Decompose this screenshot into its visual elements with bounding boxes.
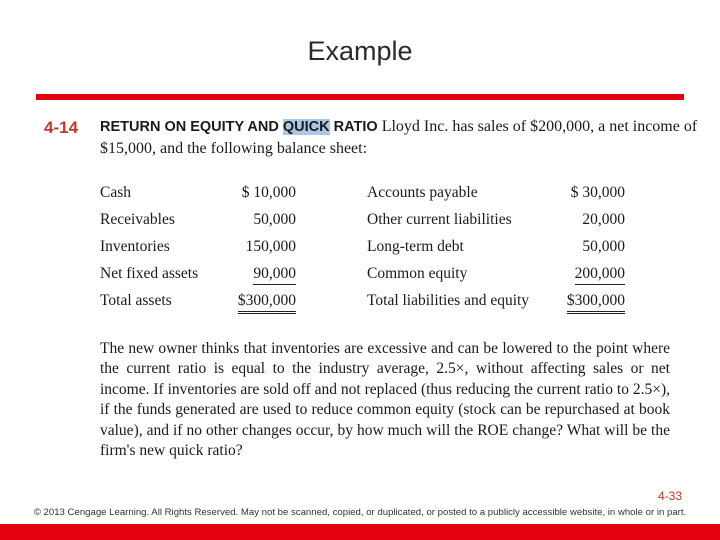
heading-part-2: RATIO — [333, 119, 378, 135]
problem-intro — [100, 116, 698, 159]
problem-heading — [100, 119, 382, 135]
asset-total-value: $300,000 — [238, 292, 296, 314]
liability-row — [367, 265, 625, 292]
asset-value: $ 10,000 — [241, 184, 296, 201]
liability-row — [367, 184, 625, 211]
intro-line-1 — [100, 116, 698, 138]
asset-row — [100, 238, 296, 265]
asset-row — [100, 211, 296, 238]
liability-value: 20,000 — [582, 211, 625, 228]
asset-label: Total assets — [100, 292, 172, 309]
liability-label: Total liabilities and equity — [367, 292, 530, 309]
liability-total-row — [367, 292, 625, 319]
assets-column — [100, 184, 296, 319]
liability-label: Long-term debt — [367, 238, 464, 255]
heading-part-1: RETURN ON EQUITY AND — [100, 119, 279, 135]
liability-value: $ 30,000 — [570, 184, 625, 201]
asset-row — [100, 265, 296, 292]
intro-text-1: Lloyd Inc. has sales of $200,000, a net income of — [381, 118, 698, 135]
intro-text-2: $15,000, and the following balance sheet: — [100, 140, 368, 157]
copyright-notice: © 2013 Cengage Learning. All Rights Reserved. May not be scanned, copied, or duplicated, or posted to a publicly accessible website, in whole or in part. — [33, 507, 687, 518]
liability-row — [367, 238, 625, 265]
liability-label: Accounts payable — [367, 184, 478, 201]
asset-label: Net fixed assets — [100, 265, 199, 282]
asset-total-row — [100, 292, 296, 319]
liabilities-column — [367, 184, 625, 319]
problem-question: The new owner thinks that inventories are excessive and can be lowered to the point where the current ratio is equal to the industry average, 2.5×, without affecting sales or net income. If inventories are sold off and not replaced (thus reducing the current ratio to 2.5×), if the funds generated are used to reduce common equity (stock can be repurchased at book value), and if no other changes occur, by how much will the ROE change? What will be the firm's new quick ratio? — [100, 340, 670, 460]
top-rule — [36, 94, 684, 100]
asset-value: 150,000 — [245, 238, 296, 255]
liability-label: Other current liabilities — [367, 211, 512, 228]
liability-value: 200,000 — [575, 265, 625, 285]
heading-highlight: QUICK — [282, 119, 330, 135]
asset-value: 90,000 — [253, 265, 296, 285]
slide-title: Example — [307, 36, 413, 66]
asset-value: 50,000 — [253, 211, 296, 228]
asset-label: Cash — [100, 184, 131, 201]
liability-total-value: $300,000 — [567, 292, 625, 314]
asset-label: Receivables — [100, 211, 175, 228]
asset-row — [100, 184, 296, 211]
liability-label: Common equity — [367, 265, 468, 282]
bottom-rule — [0, 524, 720, 540]
asset-label: Inventories — [100, 238, 170, 255]
liability-value: 50,000 — [582, 238, 625, 255]
problem-number: 4-14 — [44, 118, 79, 137]
slide-number: 4-33 — [657, 489, 682, 503]
liability-row — [367, 211, 625, 238]
